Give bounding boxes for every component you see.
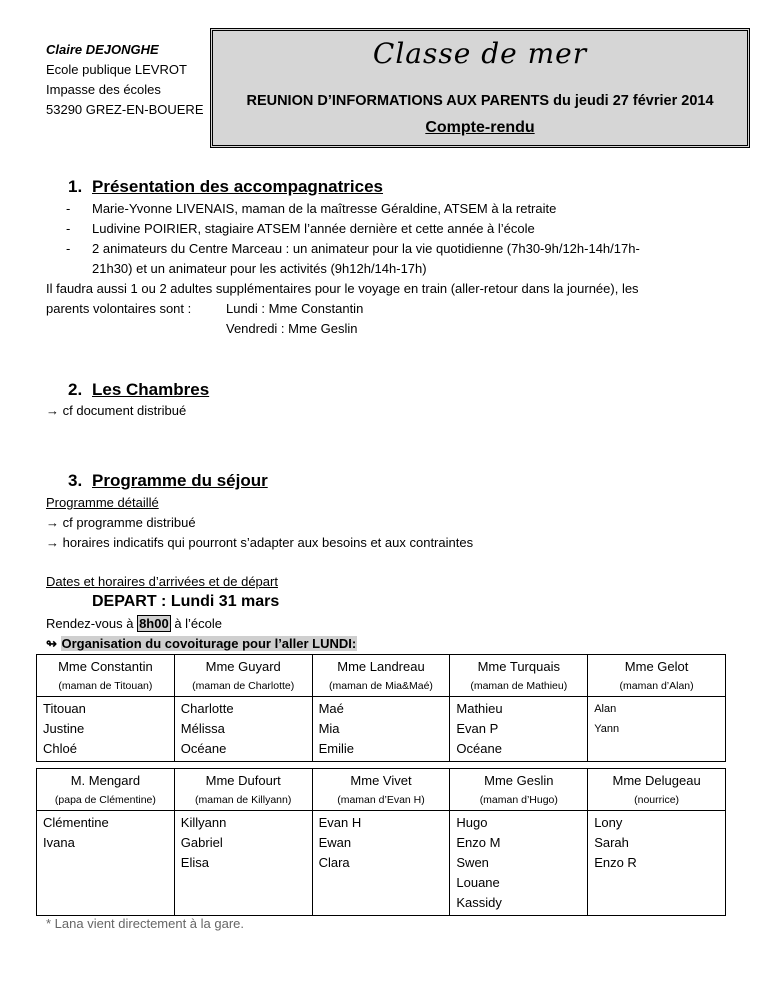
meeting-title: REUNION D’INFORMATIONS AUX PARENTS du jeudi 27 février 2014 <box>246 93 714 109</box>
child-name: Océane <box>456 741 502 756</box>
address-line: 53290 GREZ-EN-BOUERE <box>46 102 204 117</box>
departure-heading: DEPART : Lundi 31 mars <box>92 593 280 610</box>
driver-role: (maman de Mathieu) <box>470 680 568 692</box>
children-cell <box>588 811 726 916</box>
child-name: Enzo R <box>594 855 637 870</box>
paragraph: → horaires indicatifs qui pourront s’adapter aux besoins et aux contraintes <box>46 535 474 550</box>
child-name: Evan P <box>456 721 499 736</box>
child-name: Yann <box>594 723 620 735</box>
driver-role: (papa de Clémentine) <box>54 794 156 806</box>
driver-name: Mme Gelot <box>624 659 689 674</box>
children-cell <box>174 811 312 916</box>
driver-role: (maman d’Evan H) <box>337 794 425 806</box>
child-name: Killyann <box>180 815 227 830</box>
carpool-heading: ↬ Organisation du covoiturage pour l’aller LUNDI: <box>46 636 357 651</box>
list-item-text: 2 animateurs du Centre Marceau : un animateur pour la vie quotidienne (7h30-9h/12h-14h/17h- <box>92 241 640 256</box>
parent-volunteer: Vendredi : Mme Geslin <box>226 321 358 336</box>
paragraph: parents volontaires sont : <box>46 301 192 316</box>
carpool-table <box>36 654 726 762</box>
child-name: Chloé <box>43 741 77 756</box>
child-name: Clara <box>318 855 350 870</box>
driver-name: Mme Turquais <box>477 659 560 674</box>
child-name: Swen <box>456 855 489 870</box>
section-heading: 1. Présentation des accompagnatrices <box>68 177 384 196</box>
children-cell <box>312 811 450 916</box>
carpool-table <box>36 768 726 916</box>
children-cell <box>37 811 175 916</box>
child-name: Clémentine <box>43 815 109 830</box>
section-heading: 2. Les Chambres <box>68 380 210 399</box>
child-name: Titouan <box>43 701 86 716</box>
paragraph: Il faudra aussi 1 ou 2 adultes supplémentaires pour le voyage en train (aller-retour dans la journée), les <box>46 281 639 296</box>
paragraph: → cf document distribué <box>46 403 187 418</box>
school-address <box>46 40 204 120</box>
child-name: Justine <box>43 721 85 736</box>
children-cell <box>450 697 588 762</box>
list-item-text: Ludivine POIRIER, stagiaire ATSEM l’année dernière et cette année à l’école <box>92 221 535 236</box>
child-name: Gabriel <box>180 835 223 850</box>
driver-cell <box>174 769 312 811</box>
driver-name: Mme Dufourt <box>205 773 281 788</box>
child-name: Hugo <box>456 815 488 830</box>
driver-role: (maman d’Alan) <box>619 680 694 692</box>
driver-role: (maman de Charlotte) <box>192 680 295 692</box>
child-name: Emilie <box>318 741 354 756</box>
driver-role: (maman de Mia&Maé) <box>329 680 433 692</box>
driver-name: Mme Geslin <box>484 773 554 788</box>
list-item-text: Marie-Yvonne LIVENAIS, maman de la maîtresse Géraldine, ATSEM à la retraite <box>92 201 557 216</box>
child-name: Louane <box>456 875 500 890</box>
children-cell <box>588 697 726 762</box>
document-subtitle: Compte-rendu <box>425 119 535 136</box>
child-name: Mélissa <box>180 721 225 736</box>
driver-role: (maman de Titouan) <box>58 680 153 692</box>
address-line: Ecole publique LEVROT <box>46 62 187 77</box>
child-name: Elisa <box>180 855 209 870</box>
list-item: - <box>66 221 71 236</box>
time-highlight: 8h00 <box>139 616 169 631</box>
paragraph: → cf programme distribué <box>46 515 196 530</box>
document-title: Classe de mer <box>372 37 588 70</box>
driver-cell <box>588 769 726 811</box>
driver-cell <box>450 655 588 697</box>
list-item-text: 21h30) et un animateur pour les activités (9h12h/14h-17h) <box>92 261 427 276</box>
arrow-icon: ↬ <box>46 636 61 651</box>
section-heading: 3. Programme du séjour <box>68 471 268 490</box>
meeting-time: Rendez-vous à 8h00 à l’école <box>46 616 223 631</box>
list-item: - <box>66 201 71 216</box>
driver-name: Mme Vivet <box>350 773 412 788</box>
child-name: Ivana <box>43 835 75 850</box>
children-cell <box>37 697 175 762</box>
driver-cell <box>312 655 450 697</box>
subheading: Dates et horaires d’arrivées et de départ <box>46 574 278 589</box>
child-name: Sarah <box>594 835 629 850</box>
children-cell <box>174 697 312 762</box>
child-name: Océane <box>180 741 227 756</box>
footnote: * Lana vient directement à la gare. <box>46 916 245 931</box>
child-name: Alan <box>594 703 617 715</box>
driver-name: M. Mengard <box>70 773 141 788</box>
driver-cell <box>450 769 588 811</box>
driver-role: (maman de Killyann) <box>195 794 292 806</box>
driver-name: Mme Guyard <box>205 659 281 674</box>
driver-cell <box>37 655 175 697</box>
children-cell <box>450 811 588 916</box>
child-name: Evan H <box>318 815 362 830</box>
child-name: Mathieu <box>456 701 503 716</box>
child-name: Enzo M <box>456 835 501 850</box>
driver-cell <box>312 769 450 811</box>
child-name: Maé <box>318 701 344 716</box>
driver-name: Mme Landreau <box>337 659 425 674</box>
address-line: Impasse des écoles <box>46 82 161 97</box>
title-box <box>210 28 750 148</box>
child-name: Lony <box>594 815 623 830</box>
list-item: - <box>66 241 71 256</box>
children-cell <box>312 697 450 762</box>
driver-cell <box>174 655 312 697</box>
driver-cell <box>588 655 726 697</box>
parent-volunteer: Lundi : Mme Constantin <box>226 301 364 316</box>
driver-name: Mme Delugeau <box>612 773 701 788</box>
driver-cell <box>37 769 175 811</box>
child-name: Mia <box>318 721 340 736</box>
child-name: Charlotte <box>180 701 234 716</box>
driver-role: (nourrice) <box>634 794 680 806</box>
driver-role: (maman d’Hugo) <box>479 794 558 806</box>
child-name: Kassidy <box>456 895 502 910</box>
child-name: Ewan <box>318 835 352 850</box>
teacher-name: Claire DEJONGHE <box>46 42 159 57</box>
driver-name: Mme Constantin <box>58 659 153 674</box>
subheading: Programme détaillé <box>46 495 159 510</box>
